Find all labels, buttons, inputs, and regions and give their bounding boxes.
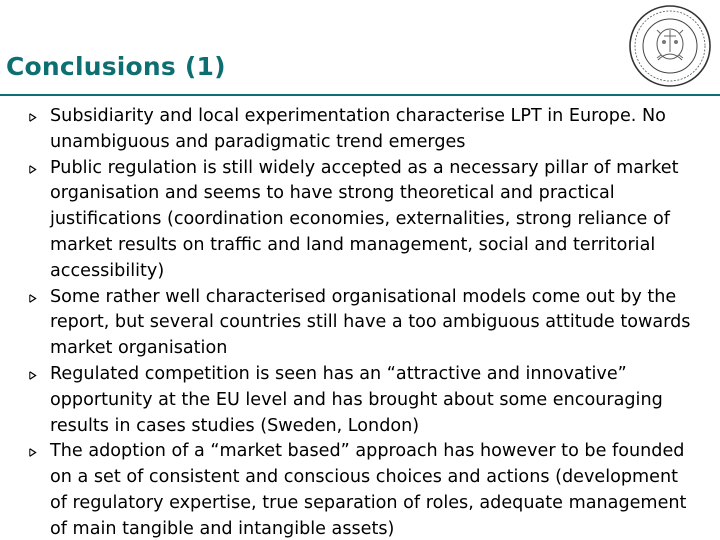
bullet-list [29, 104, 697, 540]
bullet-text: Regulated competition is seen has an “attractive and innovative” opportunity at the EU level and has brought about some encouraging results in cases studies (Sweden, London) [50, 363, 663, 436]
bullet-item [29, 156, 697, 285]
slide-title: Conclusions (1) [6, 52, 226, 81]
bullet-text: The adoption of a “market based” approach has however to be founded on a set of consistent and conscious choices and actions (development of regulatory expertise, true separation of roles, adequate management of main tangible and intangible assets) [50, 441, 687, 539]
arrow-bullet-icon [29, 104, 39, 130]
title-divider [0, 94, 720, 96]
university-seal-icon [624, 0, 716, 92]
bullet-text: Public regulation is still widely accepted as a necessary pillar of market organisation and seems to have strong theoretical and practical justifications (coordination economies, externalities, strong reliance of market results on traffic and land management, social and territorial accessibility) [50, 157, 679, 281]
arrow-bullet-icon [29, 156, 39, 182]
arrow-bullet-icon [29, 285, 39, 311]
bullet-text: Some rather well characterised organisational models come out by the report, but several countries still have a too ambiguous attitude towards market organisation [50, 286, 691, 359]
bullet-text: Subsidiarity and local experimentation characterise LPT in Europe. No unambiguous and paradigmatic trend emerges [50, 106, 666, 152]
bullet-item [29, 285, 697, 362]
bullet-item [29, 362, 697, 439]
bullet-item [29, 439, 697, 540]
bullet-item [29, 104, 697, 156]
arrow-bullet-icon [29, 439, 39, 465]
arrow-bullet-icon [29, 362, 39, 388]
